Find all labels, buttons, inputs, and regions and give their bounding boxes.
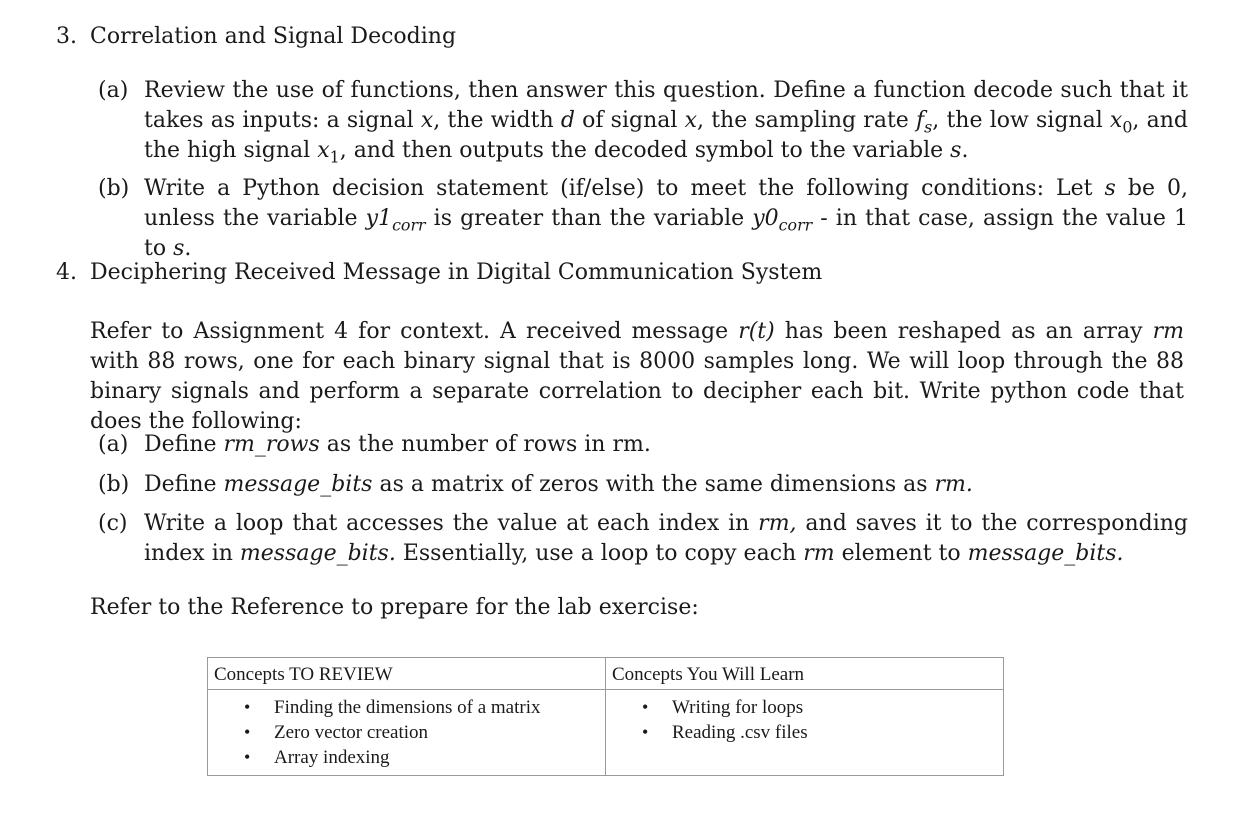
question-4-intro: Refer to Assignment 4 for context. A received message r(t) has been reshaped as an array rm with 88 rows, one for each binary signal that is 8000 samples long. We will loop through the 88 binary signals and perform a separate correlation to decipher each bit. Write python code that does the following:	[90, 319, 1184, 434]
list-item: • Finding the dimensions of a matrix	[244, 697, 541, 718]
concepts-review-list	[208, 695, 541, 770]
question-3a-text: Review the use of functions, then answer this question. Define a function decode such that it takes as inputs: a signal x, the width d of signal x, the sampling rate $f_s$, the low signal $x_0$, and the high signal $x_1$, and then outputs the decoded symbol to the variable s.	[144, 78, 1188, 167]
question-4c-label: (c)	[98, 511, 128, 536]
concepts-review-column	[208, 658, 606, 775]
concepts-learn-column	[606, 658, 1003, 775]
question-4b	[98, 470, 1188, 500]
question-3a	[98, 76, 1188, 166]
question-4c-text: Write a loop that accesses the value at each index in rm, and saves it to the corresponding index in message_bits. Essentially, use a loop to copy each rm element to message_bits.	[144, 511, 1188, 566]
question-4c	[98, 509, 1188, 569]
bullet-icon: •	[642, 722, 649, 742]
question-3-heading: Correlation and Signal Decoding	[90, 24, 457, 49]
reference-instruction: Refer to the Reference to prepare for the lab exercise:	[90, 595, 699, 620]
bullet-icon: •	[244, 722, 251, 742]
question-4a-label: (a)	[98, 432, 129, 457]
concepts-learn-list	[606, 695, 808, 745]
question-4a-text: Define rm_rows as the number of rows in rm.	[144, 432, 651, 457]
question-4-number: 4.	[56, 260, 77, 285]
concepts-table	[207, 657, 1004, 776]
question-3b-label: (b)	[98, 176, 130, 201]
question-3a-label: (a)	[98, 78, 129, 103]
list-item: • Array indexing	[244, 747, 390, 768]
concepts-review-header: Concepts TO REVIEW	[208, 658, 605, 690]
question-3-number: 3.	[56, 24, 77, 49]
list-item: • Writing for loops	[642, 697, 804, 718]
bullet-icon: •	[244, 747, 251, 767]
bullet-icon: •	[642, 697, 649, 717]
question-3-title	[56, 22, 456, 52]
question-3b	[98, 174, 1188, 264]
question-4-title	[56, 258, 822, 288]
question-4b-text: Define message_bits as a matrix of zeros with the same dimensions as rm.	[144, 472, 973, 497]
question-4-heading: Deciphering Received Message in Digital Communication System	[90, 260, 823, 285]
question-3b-text: Write a Python decision statement (if/else) to meet the following conditions: Let s be 0, unless the variable $y1_{corr}$ is greater than the variable $y0_{corr}$ - in that case, assign the value 1 to s.	[144, 176, 1189, 261]
list-item: • Reading .csv files	[642, 722, 808, 743]
question-4b-label: (b)	[98, 472, 130, 497]
concepts-learn-header: Concepts You Will Learn	[606, 658, 1003, 690]
question-4a	[98, 430, 1188, 460]
list-item: • Zero vector creation	[244, 722, 429, 743]
bullet-icon: •	[244, 697, 251, 717]
